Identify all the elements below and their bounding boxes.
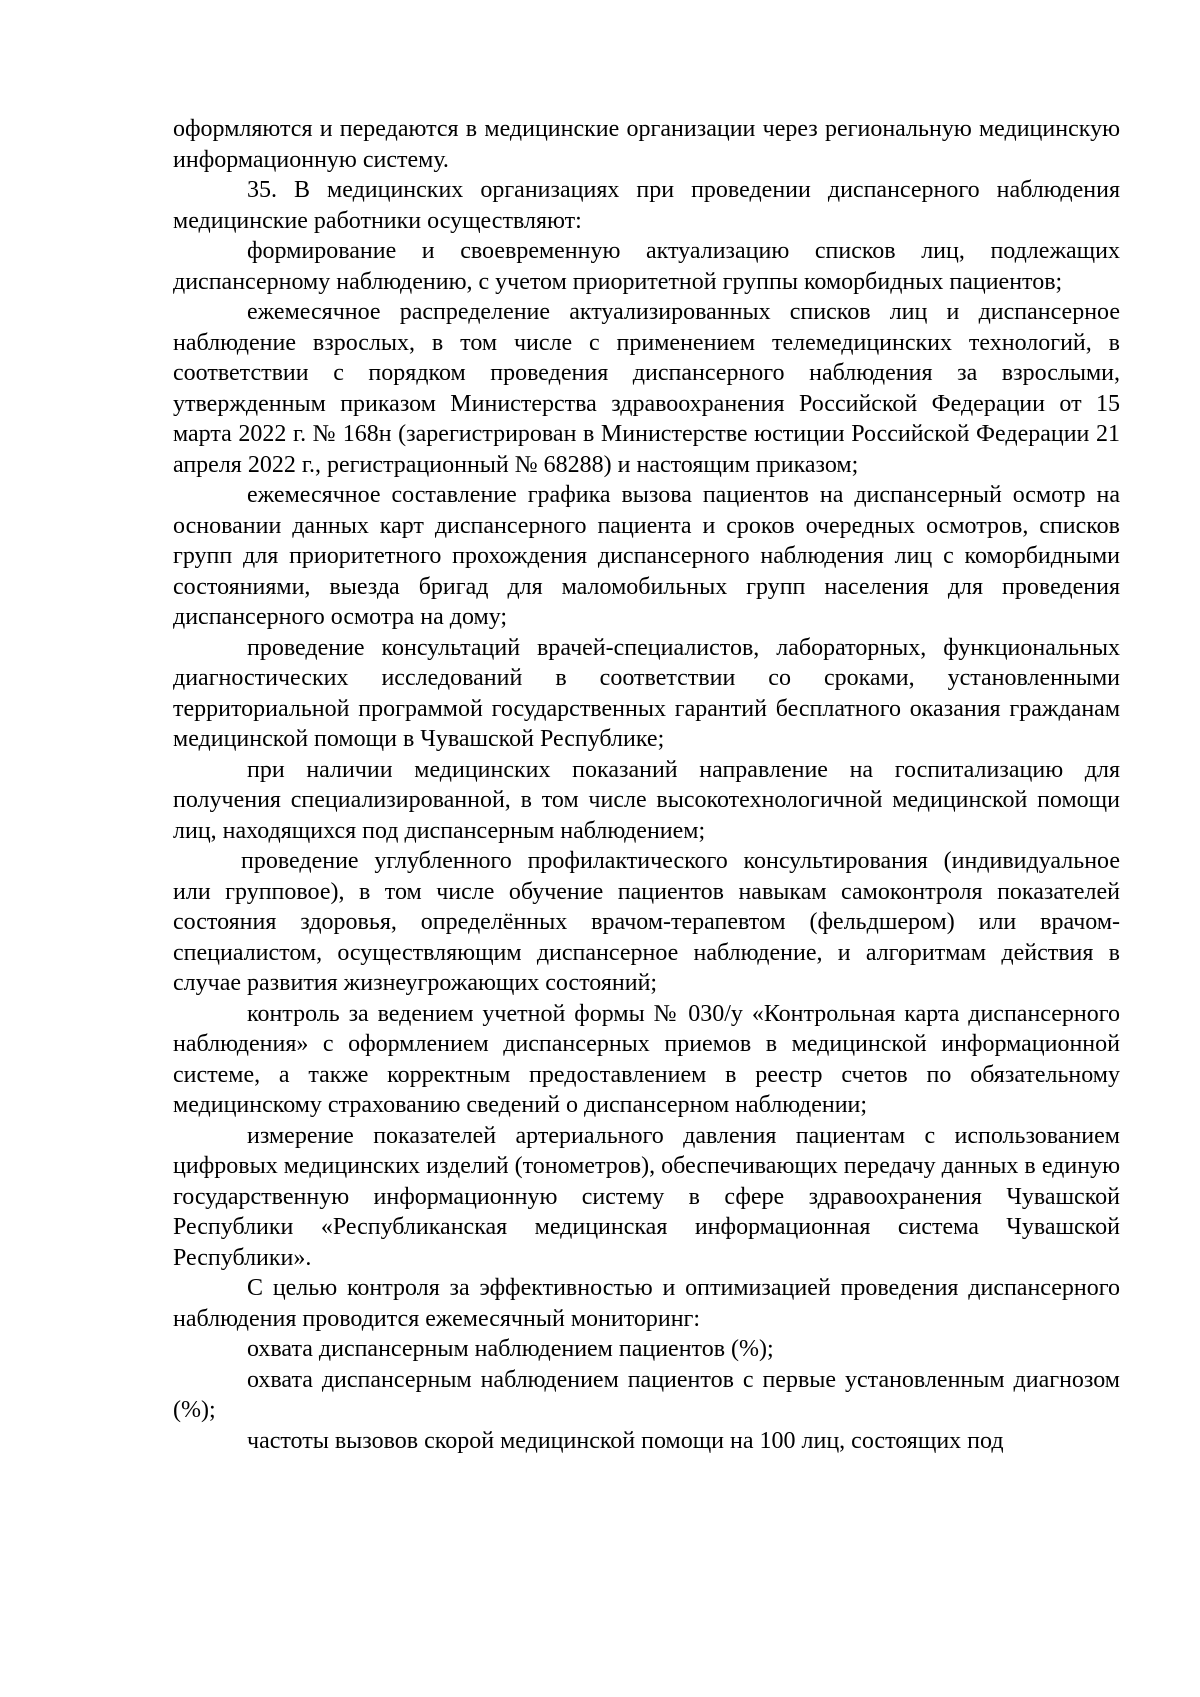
paragraph-list-item: измерение показателей артериального давления пациентам с использованием цифровых медицинских изделий (тонометров), обеспечивающих передачу данных в единую государственную информационную систему в сфере здравоохранения Чувашской Республики «Республиканская медицинская информационная система Чувашской Республики». [173,1122,1120,1271]
paragraph-monitoring-item: охвата диспансерным наблюдением пациентов (%); [247,1336,774,1362]
paragraph-continuation: оформляются и передаются в медицинские организации через региональную медицинскую информационную систему. [173,116,1120,173]
paragraph-monitoring-item: частоты вызовов скорой медицинской помощи на 100 лиц, состоящих под [247,1427,1004,1454]
paragraph-list-item: ежемесячное составление графика вызова пациентов на диспансерный осмотр на основании данных карт диспансерного пациента и сроков очередных осмотров, списков групп для приоритетного прохождения диспансерного наблюдения лиц с коморбидными состояниями, выезда бригад для маломобильных групп населения для проведения диспансерного осмотра на дому; [173,482,1120,630]
document-page [173,114,1120,1456]
paragraph-item-35: 35. В медицинских организациях при проведении диспансерного наблюдения медицинские работники осуществляют: [173,177,1120,234]
paragraph-list-item: при наличии медицинских показаний направление на госпитализацию для получения специализированной, в том числе высокотехнологичной медицинской помощи лиц, находящихся под диспансерным наблюдением; [173,756,1120,844]
paragraph-list-item: проведение углубленного профилактического консультирования (индивидуальное или групповое), в том числе обучение пациентов навыкам самоконтроля показателей состояния здоровья, определённых врачом-терапевтом (фельдшером) или врачом-специалистом, осуществляющим диспансерное наблюдение, и алгоритмам действия в случае развития жизнеугрожающих состояний; [173,848,1120,996]
paragraph-monitoring-intro: С целью контроля за эффективностью и оптимизацией проведения диспансерного наблюдения проводится ежемесячный мониторинг: [173,1275,1120,1332]
paragraph-list-item: ежемесячное распределение актуализированных списков лиц и диспансерное наблюдение взрослых, в том числе с применением телемедицинских технологий, в соответствии с порядком проведения диспансерного наблюдения за взрослыми, утвержденным приказом Министерства здравоохранения Российской Федерации от 15 марта 2022 г. № 168н (зарегистрирован в Министерстве юстиции Российской Федерации 21 апреля 2022 г., регистрационный № 68288) и настоящим приказом; [173,299,1120,478]
paragraph-list-item: проведение консультаций врачей-специалистов, лабораторных, функциональных диагностических исследований в соответствии со сроками, установленными территориальной программой государственных гарантий бесплатного оказания гражданам медицинской помощи в Чувашской Республике; [173,634,1120,752]
paragraph-monitoring-item: охвата диспансерным наблюдением пациентов с первые установленным диагнозом (%); [173,1366,1120,1423]
paragraph-list-item: формирование и своевременную актуализацию списков лиц, подлежащих диспансерному наблюдению, с учетом приоритетной группы коморбидных пациентов; [173,238,1120,295]
paragraph-list-item: контроль за ведением учетной формы № 030/у «Контрольная карта диспансерного наблюдения» с оформлением диспансерных приемов в медицинской информационной системе, а также корректным предоставлением в реестр счетов по обязательному медицинскому страхованию сведений о диспансерном наблюдении; [173,1000,1120,1118]
